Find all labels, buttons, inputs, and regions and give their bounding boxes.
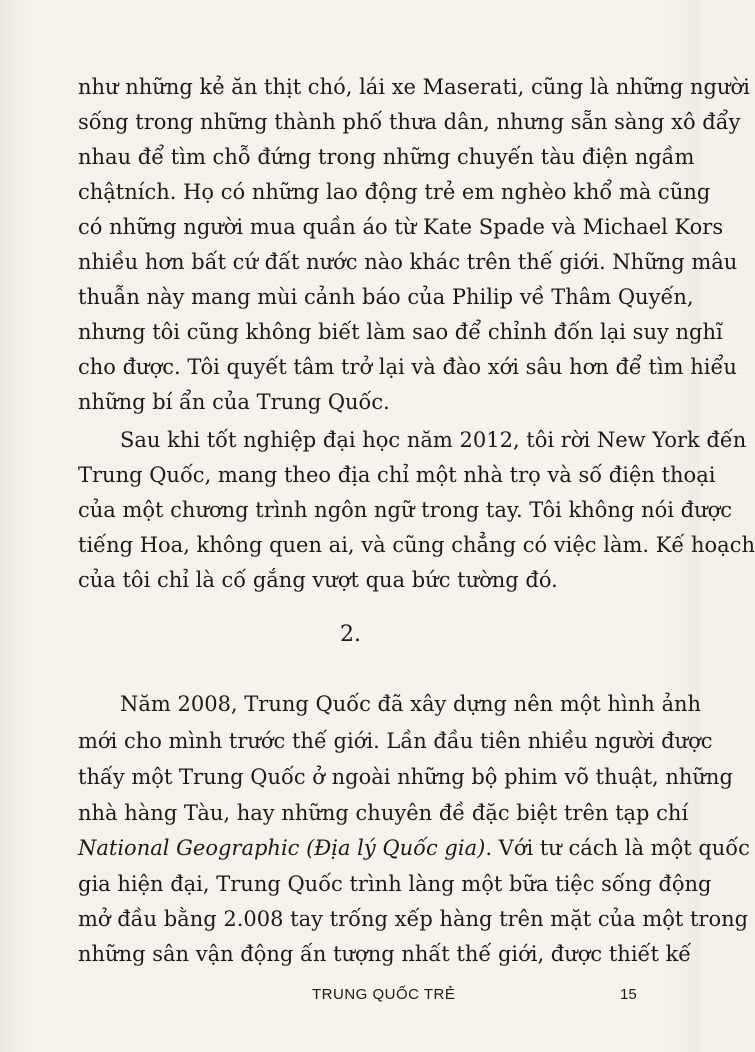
italic-title: National Geographic (Địa lý Quốc gia) (78, 836, 486, 860)
text-line: thấy một Trung Quốc ở ngoài những bộ phim võ thuật, những (78, 765, 733, 789)
text-line: những sân vận động ấn tượng nhất thế giới, được thiết kế (78, 942, 692, 966)
text-line: thuẫn này mang mùi cảnh báo của Philip về Thâm Quyến, (78, 285, 694, 309)
text-line: Năm 2008, Trung Quốc đã xây dựng nên một hình ảnh (120, 692, 702, 716)
text-line: nhưng tôi cũng không biết làm sao để chỉnh đốn lại suy nghĩ (78, 320, 723, 344)
text-line: như những kẻ ăn thịt chó, lái xe Maserati, cũng là những người (78, 75, 750, 99)
text-line: sống trong những thành phố thưa dân, nhưng sẵn sàng xô đẩy (78, 110, 741, 134)
text-line: nhiều hơn bất cứ đất nước nào khác trên thế giới. Những mâu (78, 250, 738, 274)
text-line: nhà hàng Tàu, hay những chuyên đề đặc biệt trên tạp chí (78, 801, 689, 825)
section-number: 2. (340, 622, 361, 647)
text-line: của một chương trình ngôn ngữ trong tay. Tôi không nói được (78, 498, 732, 522)
text-line: của tôi chỉ là cố gắng vượt qua bức tường đó. (78, 568, 558, 592)
text-line: cho được. Tôi quyết tâm trở lại và đào xới sâu hơn để tìm hiểu (78, 355, 737, 379)
text-line: mới cho mình trước thế giới. Lần đầu tiên nhiều người được (78, 729, 713, 753)
text-line: Sau khi tốt nghiệp đại học năm 2012, tôi rời New York đến (120, 428, 747, 452)
text-line: chậtních. Họ có những lao động trẻ em nghèo khổ mà cũng (78, 180, 711, 204)
text-line: những bí ẩn của Trung Quốc. (78, 390, 390, 414)
text-line: tiếng Hoa, không quen ai, và cũng chẳng có việc làm. Kế hoạch (78, 533, 755, 557)
running-head: TRUNG QUỐC TRẺ (312, 986, 456, 1003)
text-line: gia hiện đại, Trung Quốc trình làng một bữa tiệc sống động (78, 872, 712, 896)
text-line: có những người mua quần áo từ Kate Spade và Michael Kors (78, 215, 724, 239)
text-line: Trung Quốc, mang theo địa chỉ một nhà trọ và số điện thoại (78, 463, 716, 487)
page-number: 15 (620, 986, 637, 1003)
text-segment: . Với tư cách là một quốc (485, 836, 750, 860)
text-line-italic-mixed (78, 834, 750, 862)
text-line: nhau để tìm chỗ đứng trong những chuyến tàu điện ngầm (78, 145, 695, 169)
text-line: mở đầu bằng 2.008 tay trống xếp hàng trên mặt của một trong (78, 907, 749, 931)
